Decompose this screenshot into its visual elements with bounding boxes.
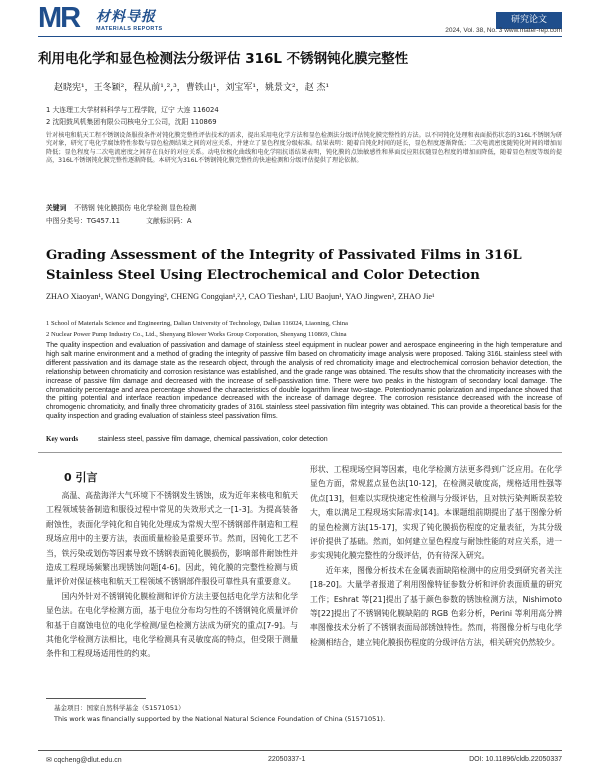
document-code: 文献标识码：A: [146, 217, 192, 225]
author-list-cn: 赵晓宪¹，王冬颖²，程从前¹,²,³，曹铁山¹，刘宝军¹，姚景文²，赵 杰¹: [54, 83, 330, 93]
body-column-left: [46, 489, 298, 662]
affiliation-cn-2: 2 沈阳鼓风机集团有限公司核电分工公司，沈阳 110869: [46, 118, 217, 126]
abstract-en: The quality inspection and evaluation of passivation and damage of stainless steel equipment in nuclear power and aerospace engineering in the high temperature and high salt marine environment and a method of grading the integrity of passive film based on chromaticity image analysis were proposed. Taking 316L stainless steel with different passivation and its damage state as the research object, through the analysis of red chromaticity image and electrochemical corrosion behavior detection, the relationship between chromaticity and corrosion resistance was established, and the grade range was obtained. The results show that the chromaticity increases with the increase of passive film damage and decreased with the increase of self-passivation time. There were two peaks in the histogram of secondary local damage. The chromaticity percentage and area percentage showed the characteristics of double logarithm linear two-stage. Potentiodynamic polarization and impedance showed that the pitting potential and interface reaction impedance decreased with the increase of damage degree. The corrosion resistance decreased with the increase of chromogenic chromaticity, and finally three chromaticity grades of 316L stainless steel passivation film integrity was obtained. This can provide a theoretical basis for the quality inspection and grading evaluation of stainless steel passivation films.: [46, 342, 562, 421]
paper-title-cn: 利用电化学和显色检测法分级评估 316L 不锈钢钝化膜完整性: [38, 51, 409, 67]
body-paragraph: 高温、高盐海洋大气环境下不锈钢发生锈蚀，成为近年来核电和航天工程领域装备制造和服役过程中常见的失效形式之一[1-3]。为提高装备耐蚀性，表面化学钝化和自钝化处理成为常规大型不锈钢部件制造和工程现场应用中的主要方法，表面质量检验是重要环节。然而，因钝化工艺不当，铁污染或划伤等因素导致不锈钢表面钝化膜损伤，影响部件耐蚀性并造成工程现场频繁出现锈蚀问题[4-6]。因此，钝化膜的完整性检测与质量评价对保证核电和航天工程领域不锈钢部件服役可靠性具有重要意义。: [46, 491, 298, 587]
affiliation-en-2: 2 Nuclear Power Pump Industry Co., Ltd., Shenyang Blower Works Group Corporation, Shenyang 110869, China: [46, 331, 347, 338]
classification-line: [46, 215, 192, 225]
keywords-cn-label: 关键词: [46, 204, 67, 212]
footnote-rule: [46, 698, 146, 699]
footnote-funding-en: This work was financially supported by the National Natural Science Foundation of China (51571051).: [54, 715, 386, 723]
keywords-cn: [46, 202, 196, 212]
keywords-cn-text: 不锈钢 钝化膜损伤 电化学检测 显色检测: [74, 204, 197, 212]
body-paragraph: 形状、工程现场空间等因素，电化学检测方法更多得到广泛应用。在化学显色方面，常规蓝点显色法[10-12]，在检测灵敏度高，规格适用性强等优点[13]，但难以实现快速定性检测与分级评估，且对铁污染判断误差较大，难以满足工程现场实际需求[14]。本课题组前期提出了基于图像分析的显色检测方法[15-17]，实现了钝化膜损伤程度的定量表征，为其分级评价提供了基础。然而，如何建立显色程度与耐蚀性能的对应关系，进一步实现钝化膜完整性的分级评估，仍有待深入研究。: [310, 465, 562, 561]
body-column-right: [310, 463, 562, 650]
column-tag: 研究论文: [496, 12, 562, 29]
keywords-en: [46, 435, 328, 443]
affiliation-en-1: 1 School of Materials Science and Engineering, Dalian University of Technology, Dalian 116024, Liaoning, China: [46, 320, 348, 327]
footnote-funding-cn: 基金项目：国家自然科学基金（51571051）: [54, 704, 185, 712]
journal-logo-mark: MR: [38, 2, 80, 34]
journal-volume-line: 2024, Vol. 38, No. 3 www.mater-rep.com: [445, 27, 562, 34]
body-paragraph: 近年来，图像分析技术在金属表面缺陷检测中的应用受到研究者关注[18-20]。大量学者报道了利用图像特征参数分析和评价表面质量的研究工作；Eshrat 等[21]提出了基于颜色参数的锈蚀检测方法，Nishimoto 等[22]提出了不锈钢钝化膜缺陷的 RGB 色彩分析，Perini 等利用高分辨率图像技术分析了不锈钢表面局部锈蚀特性。然而，将图像分析与电化学检测相结合，建立钝化膜损伤程度的分级评估方法，相关研究仍然较少。: [310, 565, 562, 647]
contact-email: [46, 756, 122, 764]
email-text: cqcheng@dlut.edu.cn: [53, 757, 122, 764]
affiliation-cn-1: 1 大连理工大学材料科学与工程学院，辽宁 大连 116024: [46, 106, 219, 114]
section-heading-introduction: 0 引言: [64, 471, 98, 484]
journal-name-cn: 材料导报: [96, 9, 156, 25]
doi: DOI: 10.11896/cldb.22050337: [469, 756, 562, 763]
clc-value: TG457.11: [86, 217, 120, 225]
section-separator: [38, 452, 562, 453]
author-list-en: ZHAO Xiaoyan¹, WANG Dongying², CHENG Congqian¹,²,³, CAO Tieshan¹, LIU Baojun¹, YAO Jingwen², ZHAO Jie¹: [46, 292, 435, 301]
keywords-en-text: stainless steel, passive film damage, chemical passivation, color detection: [98, 436, 328, 443]
header-rule: [38, 36, 562, 37]
clc-label: 中图分类号：: [46, 217, 87, 225]
journal-name-en: MATERIALS REPORTS: [96, 26, 163, 32]
body-paragraph: 国内外针对不锈钢钝化膜检测和评价方法主要包括电化学方法和化学显色法。在电化学检测方面，基于电位分布均匀性的不锈钢钝化质量评价和基于自腐蚀电位的电化学检测/显色检测方法成为研究的重点[7-9]。与其他化学检测方法相比，电化学检测具有灵敏度高的特点，但受限于测量条件和工程现场适用性的约束。: [46, 591, 298, 659]
keywords-en-label: Key words: [46, 435, 79, 443]
article-number: 22050337-1: [268, 756, 306, 763]
abstract-cn: 针对核电和航天工程不锈钢设备服役条件对钝化膜完整性评估技术的需求，提出采用电化学方法和显色检测法分级评估钝化膜完整性的方法。以不同钝化处理和表面损伤状态的316L不锈钢为研究对象，研究了电化学腐蚀特性参数与显色检测结果之间的对应关系，并建立了显色程度分级标准。结果表明：随着自钝化时间的延长，显色程度逐渐降低；二次电流密度随钝化时间的增加而降低；显色程度与二次电流密度之间存在良好的对应关系。动电位极化曲线和电化学阻抗谱结果表明，钝化膜的点蚀敏感性和界面反应阻抗随显色程度的增加而降低，随着显色程度等级的提高，316L不锈钢钝化膜完整性逐渐降低。本研究为316L不锈钢钝化膜完整性的快速检测和分级评估提供了理论依据。: [46, 132, 562, 164]
bottom-rule: [38, 750, 562, 751]
paper-title-en: Grading Assessment of the Integrity of Passivated Films in 316L Stainless Steel Using Electrochemical and Color Detection: [46, 248, 522, 283]
email-icon: ✉: [46, 757, 54, 764]
